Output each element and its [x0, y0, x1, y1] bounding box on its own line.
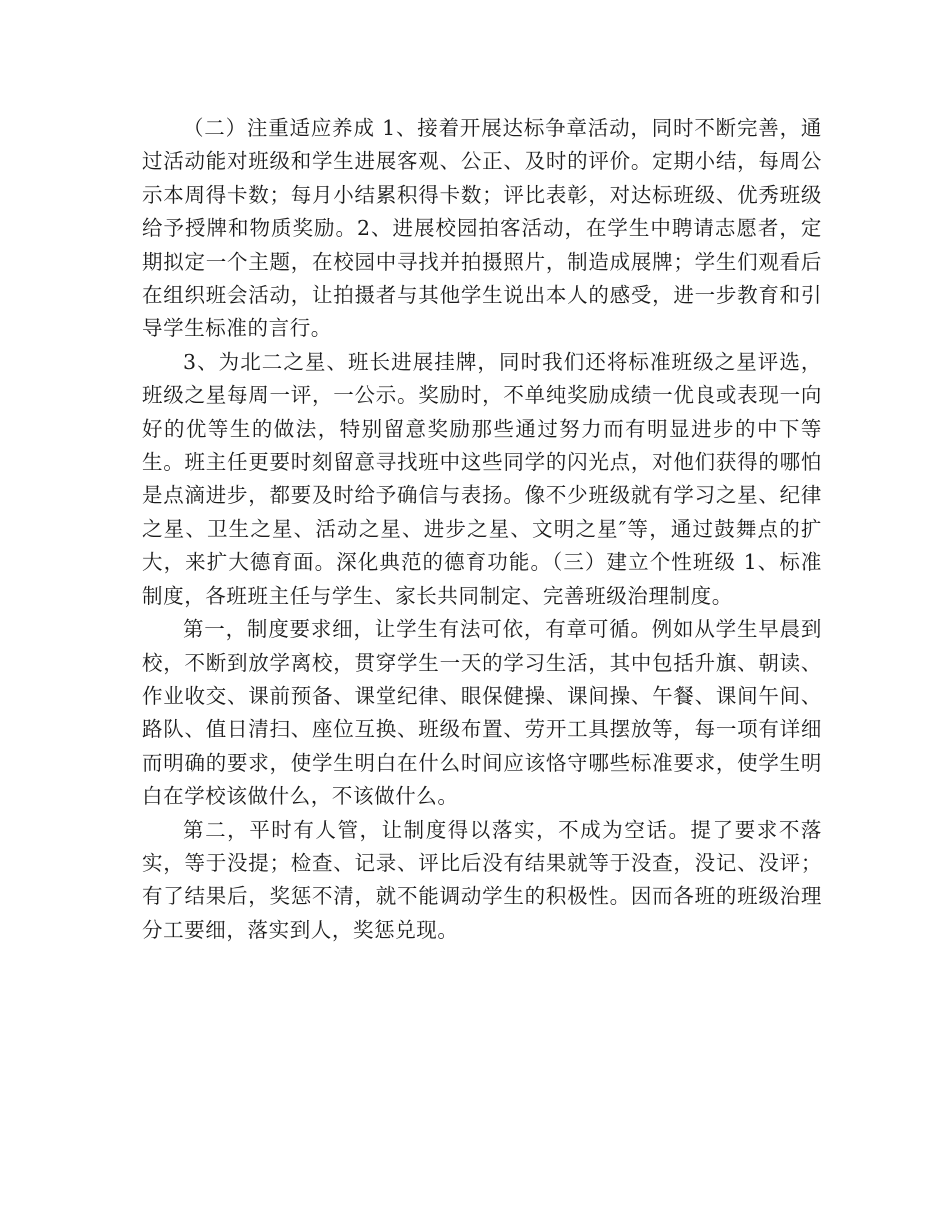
paragraph-second-management: 第二，平时有人管，让制度得以落实，不成为空话。提了要求不落实，等于没提；检查、记录、评比后没有结果就等于没查，没记、没评；有了结果后，奖惩不清，就不能调动学生的积极性。因而各班的班级治理分工要细，落实到人，奖惩兑现。	[142, 817, 822, 942]
paragraph-first-rules: 第一，制度要求细，让学生有法可依，有章可循。例如从学生早晨到校，不断到放学离校，贯穿学生一天的学习生活，其中包括升旗、朝读、作业收交、课前预备、课堂纪律、眼保健操、课间操、午餐、课间午间、路队、值日清扫、座位互换、班级布置、劳开工具摆放等，每一项有详细而明确的要求，使学生明白在什么时间应该恪守哪些标准要求，使学生明白在学校该做什么，不该做什么。	[142, 617, 822, 809]
paragraph-adaptation-habits: （二）注重适应养成 1、接着开展达标争章活动，同时不断完善，通过活动能对班级和学生进展客观、公正、及时的评价。定期小结，每周公示本周得卡数；每月小结累积得卡数；评比表彰，对达标班级、优秀班级给予授牌和物质奖励。2、进展校园拍客活动，在学生中聘请志愿者，定期拟定一个主题，在校园中寻找并拍摄照片，制造成展牌；学生们观看后在组织班会活动，让拍摄者与其他学生说出本人的感受，进一步教育和引导学生标准的言行。	[142, 116, 822, 341]
document-page	[142, 112, 822, 947]
paragraph-class-stars: 3、为北二之星、班长进展挂牌，同时我们还将标准班级之星评选，班级之星每周一评，一公示。奖励时，不单纯奖励成绩一优良或表现一向好的优等生的做法，特别留意奖励那些通过努力而有明显进步的中下等生。班主任更要时刻留意寻找班中这些同学的闪光点，对他们获得的哪怕是点滴进步，都要及时给予确信与表扬。像不少班级就有学习之星、纪律之星、卫生之星、活动之星、进步之星、文明之星″等，通过鼓舞点的扩大，来扩大德育面。深化典范的德育功能。（三）建立个性班级 1、标准制度，各班班主任与学生、家长共同制定、完善班级治理制度。	[142, 349, 822, 608]
